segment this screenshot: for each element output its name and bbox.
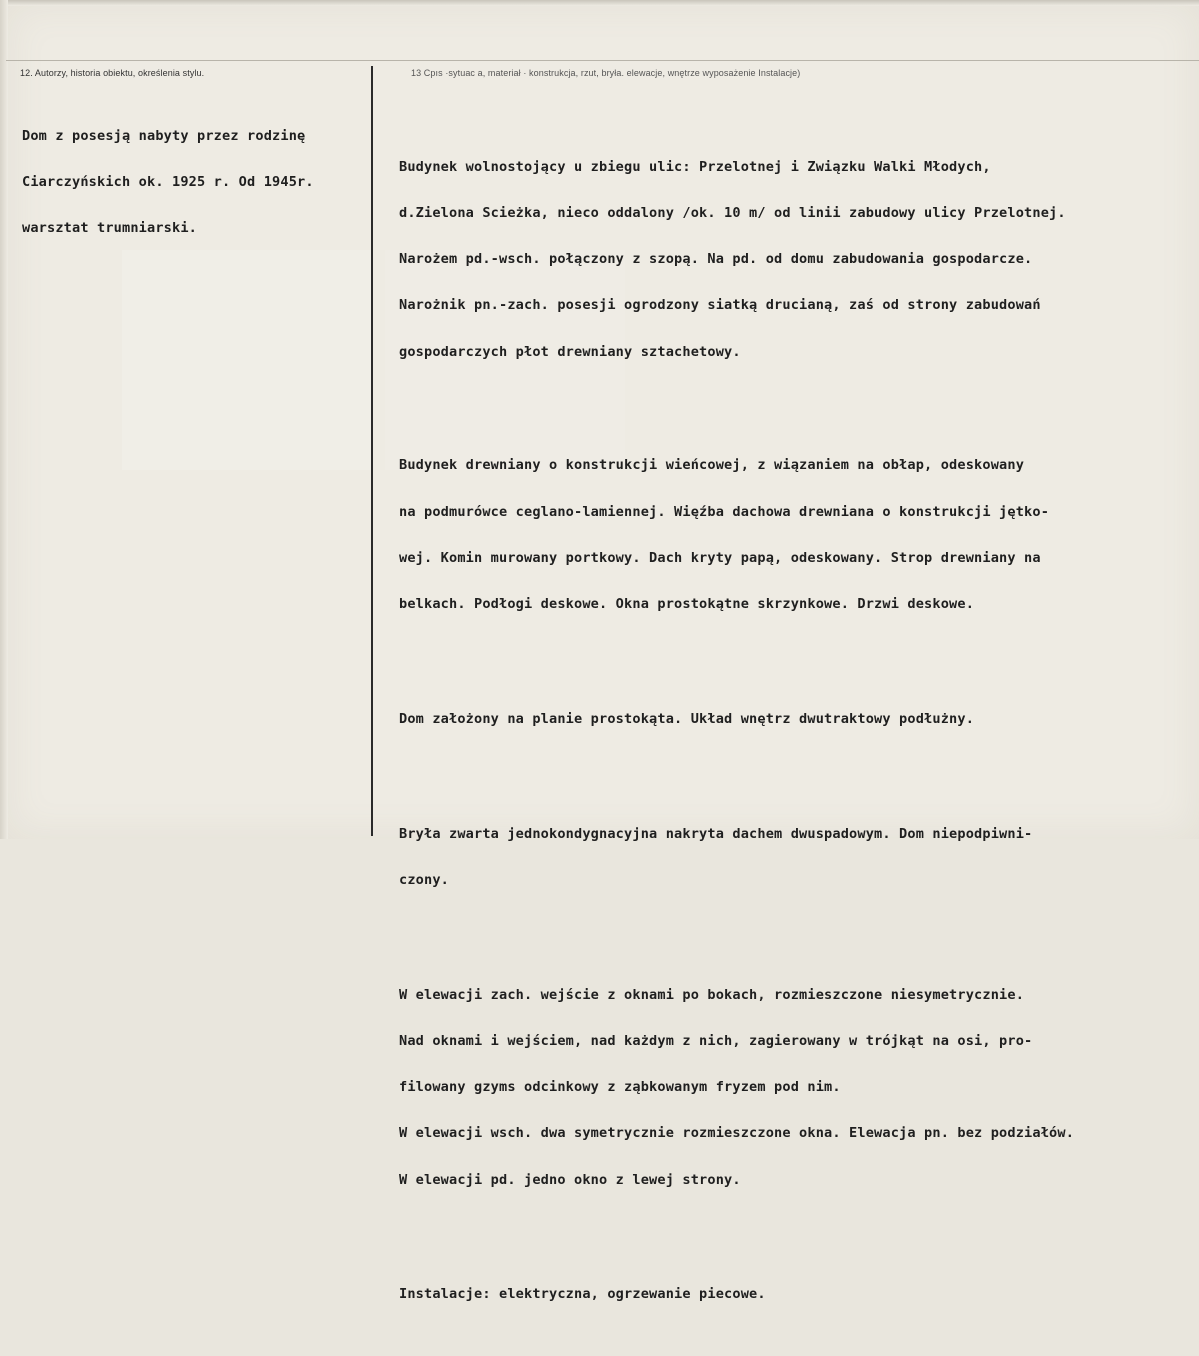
description-paragraph-massing [399, 796, 1199, 919]
description-line: na podmurówce ceglano-lamiennej. Więźba dachowa drewniana o konstrukcji jętko- [399, 503, 1050, 520]
description-line: W elewacji zach. wejście z oknami po bokach, rozmieszczone niesymetrycznie. [399, 986, 1025, 1003]
history-line: Ciarczyńskich ok. 1925 r. Od 1945r. [22, 174, 314, 191]
header-rule [6, 60, 1199, 61]
column-divider [371, 66, 373, 836]
description-paragraph-construction [399, 428, 1199, 644]
description-line: gospodarczych płot drewniany sztachetowy. [399, 343, 741, 360]
description-line: Instalacje: elektryczna, ogrzewanie piecowe. [399, 1286, 766, 1303]
right-column-heading: 13 Cpıs ·sytuac a, materiał · konstrukcja, rzut, bryła. elewacje, wnętrze wyposażenie Instalacje) [411, 68, 801, 78]
description-line: czony. [399, 871, 450, 888]
description-text-block [399, 98, 1199, 1356]
description-line: d.Zielona Scieżka, nieco oddalony /ok. 10 m/ od linii zabudowy ulicy Przelotnej. [399, 204, 1066, 221]
description-line: W elewacji pd. jedno okno z lewej strony. [399, 1171, 741, 1188]
description-line: belkach. Podłogi deskowe. Okna prostokątne skrzynkowe. Drzwi deskowe. [399, 596, 975, 612]
history-line: warsztat trumniarski. [22, 220, 198, 237]
description-line: filowany gzyms odcinkowy z ząbkowanym fryzem pod nim. [399, 1079, 841, 1096]
description-line: Dom założony na planie prostokąta. Układ wnętrz dwutraktowy podłużny. [399, 710, 975, 727]
description-line: Narożnik pn.-zach. posesji ogrodzony siatką drucianą, zaś od strony zabudowań [399, 297, 1041, 314]
description-paragraph-plan [399, 681, 1199, 758]
history-text-block [22, 98, 314, 252]
description-paragraph-location [399, 129, 1199, 391]
description-paragraph-installations [399, 1257, 1199, 1334]
description-line: W elewacji wsch. dwa symetrycznie rozmieszczone okna. Elewacja pn. bez podziałów. [399, 1125, 1075, 1142]
description-line: Nad oknami i wejściem, nad każdym z nich, zagierowany w trójkąt na osi, pro- [399, 1032, 1033, 1049]
description-line: Narożem pd.-wsch. połączony z szopą. Na pd. od domu zabudowania gospodarcze. [399, 251, 1033, 268]
history-line: Dom z posesją nabyty przez rodzinę [22, 127, 306, 144]
description-line: wej. Komin murowany portkowy. Dach kryty papą, odeskowany. Strop drewniany na [399, 549, 1041, 566]
description-paragraph-elevations [399, 957, 1199, 1219]
left-column-heading: 12. Autorzy, historia obiektu, określenia stylu. [20, 68, 205, 78]
sheet-top-edge [0, 0, 1199, 6]
faded-area [122, 250, 372, 470]
description-line: Bryła zwarta jednokondygnacyjna nakryta dachem dwuspadowym. Dom niepodpiwni- [399, 825, 1033, 842]
sheet-left-edge [0, 0, 8, 839]
description-line: Budynek wolnostojący u zbiegu ulic: Przelotnej i Związku Walki Młodych, [399, 158, 991, 175]
description-line: Budynek drewniany o konstrukcji wieńcowej, z wiązaniem na obłap, odeskowany [399, 457, 1025, 474]
